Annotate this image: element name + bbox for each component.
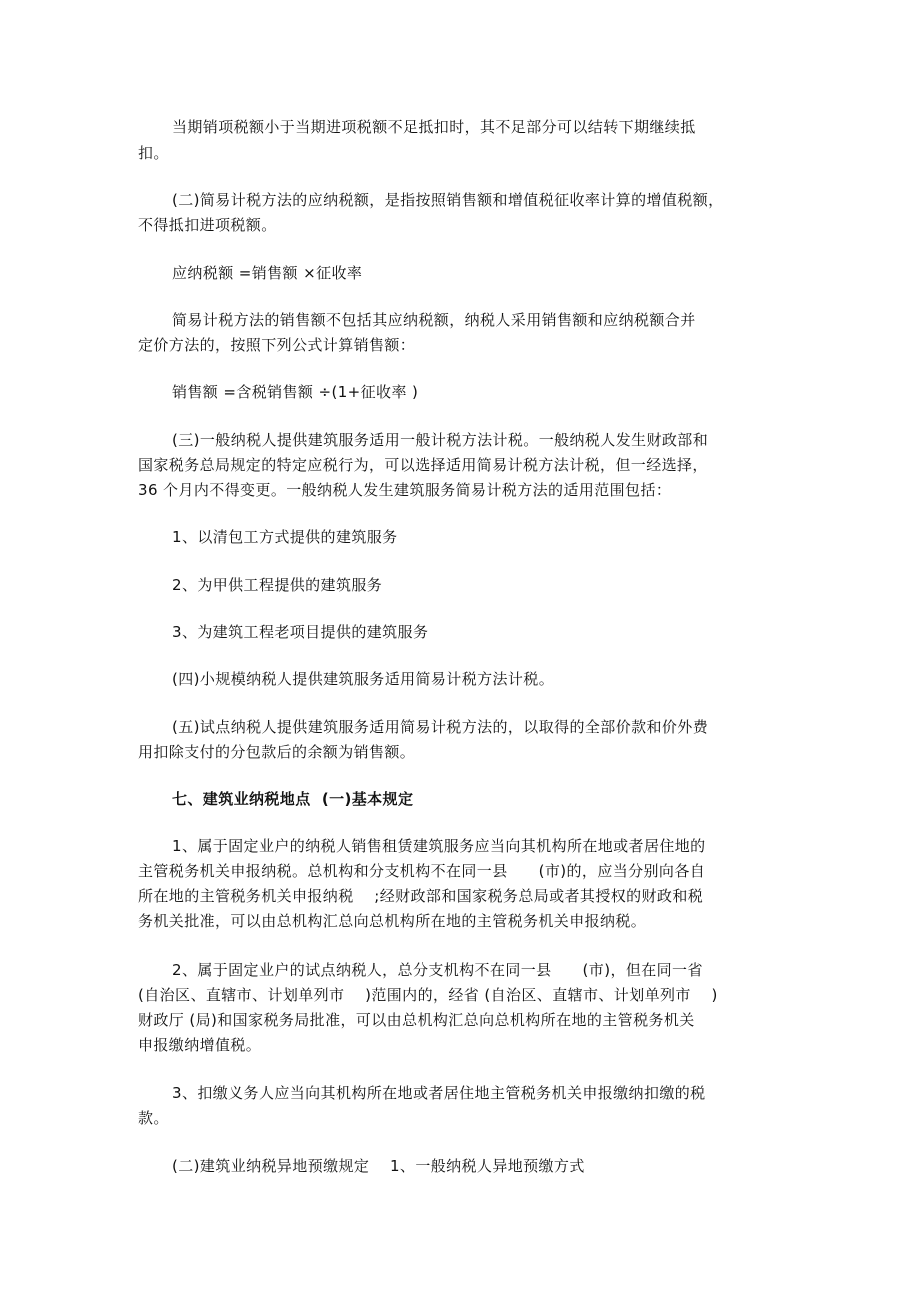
text-line: 用扣除支付的分包款后的余额为销售额。 [138,743,416,761]
list-item: 2、为甲供工程提供的建筑服务 [172,576,383,594]
text-line: 款。 [138,1109,169,1127]
text-line: 国家税务总局规定的特定应税行为，可以选择适用简易计税方法计税，但一经选择， [138,456,708,474]
text-line: (五)试点纳税人提供建筑服务适用简易计税方法的，以取得的全部价款和价外费 [172,718,709,736]
text-line: 2、属于固定业户的试点纳税人，总分支机构不在同一县 (市)，但在同一省 [172,961,703,979]
text-line: 申报缴纳增值税。 [138,1036,262,1054]
text-line: (四)小规模纳税人提供建筑服务适用简易计税方法计税。 [172,670,555,688]
text-line: (二)建筑业纳税异地预缴规定 1、一般纳税人异地预缴方式 [172,1157,585,1175]
text-line: 36 个月内不得变更。一般纳税人发生建筑服务简易计税方法的适用范围包括： [138,481,672,499]
text-line: 3、扣缴义务人应当向其机构所在地或者居住地主管税务机关申报缴纳扣缴的税 [172,1084,706,1102]
text-line: (二)简易计税方法的应纳税额，是指按照销售额和增值税征收率计算的增值税额， [172,191,724,209]
text-line: 务机关批准，可以由总机构汇总向总机构所在地的主管税务机关申报纳税。 [138,912,647,930]
text-line: 1、属于固定业户的纳税人销售租赁建筑服务应当向其机构所在地或者居住地的 [172,837,706,855]
text-line: 定价方法的，按照下列公式计算销售额： [138,336,416,354]
text-line: 扣。 [138,144,169,162]
section-heading: 七、建筑业纳税地点 (一)基本规定 [172,790,414,808]
text-line: (三)一般纳税人提供建筑服务适用一般计税方法计税。一般纳税人发生财政部和 [172,431,709,449]
text-line: 所在地的主管税务机关申报纳税 ;经财政部和国家税务总局或者其授权的财政和税 [138,887,704,905]
formula-line: 销售额 =含税销售额 ÷(1+征收率 ) [172,383,419,401]
text-line: 财政厅 (局)和国家税务局批准，可以由总机构汇总向总机构所在地的主管税务机关 [138,1011,695,1029]
text-line: 当期销项税额小于当期进项税额不足抵扣时，其不足部分可以结转下期继续抵 [172,118,696,136]
list-item: 3、为建筑工程老项目提供的建筑服务 [172,623,429,641]
text-line: 主管税务机关申报纳税。总机构和分支机构不在同一县 (市)的，应当分别向各自 [138,862,706,880]
formula-line: 应纳税额 =销售额 ×征收率 [172,264,363,282]
text-line: 简易计税方法的销售额不包括其应纳税额，纳税人采用销售额和应纳税额合并 [172,311,696,329]
text-line: 不得抵扣进项税额。 [138,216,277,234]
list-item: 1、以清包工方式提供的建筑服务 [172,528,398,546]
text-line: (自治区、直辖市、计划单列市 )范围内的，经省 (自治区、直辖市、计划单列市 ) [138,986,718,1004]
